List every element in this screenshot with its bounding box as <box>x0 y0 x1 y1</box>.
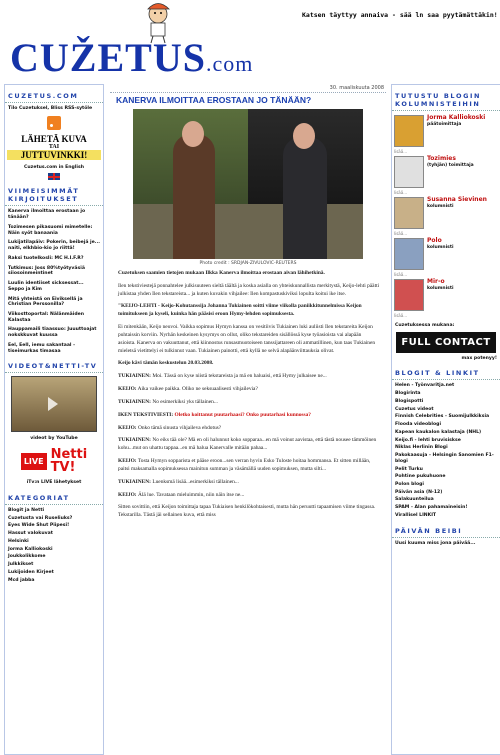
blog-link[interactable]: Pohtine pukuhuone <box>395 474 446 480</box>
right-sidebar <box>391 84 500 755</box>
photo-caption: Photo credit : SRDJAN-ZIVULOVIC-REUTERS <box>199 261 297 266</box>
recent-post-link[interactable]: Lukijatilapäiv: Pokerin, beibejä je... naiti, elkhbio-kio jo riittä! <box>8 240 100 252</box>
dialog-line <box>118 437 380 453</box>
columnist-avatar[interactable] <box>394 156 424 188</box>
blog-link[interactable]: Kapean kaukalon kalastaja (NHL) <box>395 429 482 435</box>
blog-link[interactable]: Pelit Turku <box>395 466 423 472</box>
columnist-more-link[interactable]: lisää... <box>394 272 408 277</box>
post-dialog <box>110 373 386 499</box>
recent-post-link[interactable]: Luulin identiiset sicksessat... Seppo ja Kim <box>8 281 84 292</box>
blog-link[interactable]: Salakuunteilua <box>395 497 434 503</box>
columnist-item[interactable] <box>392 154 500 190</box>
post-dialog-head: Keijo kävi tämän keskustelun 20.03.2008. <box>118 360 214 367</box>
columnist-avatar[interactable] <box>394 279 424 311</box>
category-link[interactable]: Jorma Kalliokoski <box>8 546 53 552</box>
dialog-speaker: TUKIAINEN: <box>118 373 151 380</box>
rss-subscribe-link[interactable]: Tilo Cuzetuksel, Bliss RSS-sytöle <box>8 106 93 111</box>
recent-post-link[interactable]: Hauppamaili tiaassuo: Juuuttoajat nokskkuvat kuussa <box>8 327 97 339</box>
blog-link[interactable]: SPAM - Alan pahamaineisin! <box>395 505 468 511</box>
category-link[interactable]: Blogit ja Netti <box>8 507 45 513</box>
english-version-link[interactable]: Cuzetus.com in English <box>24 164 84 170</box>
post-photo <box>133 109 363 259</box>
columnist-role: kolumnisti <box>427 285 454 291</box>
columnist-role: päätoimittaja <box>427 121 462 127</box>
post-quote: "KEIJO-LEHTI - Keijo-Kohutanssija Johanna Tukiainen soitti viime viikolla paniikkitunnelmissa Keijon toimitukseen ja kyseli, kuinka hän pääsisi eroon Hymy-lehden sopimuksesta. <box>118 303 362 318</box>
day-baby-text[interactable]: Uusi kuuma miss jona päivää... <box>395 540 476 546</box>
dialog-line <box>118 492 380 500</box>
blog-link[interactable]: Helen - Työnvaritja.net <box>395 383 455 389</box>
dialog-text: Tosta Hymyn sopparista et pääse eroon...sen verran hyvin Esko Tuloste hoitaa hommansa. Et sitten millään, paitsi maksamalla sopimuksessa mainitun summan ja väsämällä uuden sopimuksen, mutta silti... <box>118 458 371 472</box>
site-header <box>0 0 500 82</box>
netti-tv-banner[interactable] <box>5 448 103 474</box>
dialog-speaker: TUKIAINEN: <box>118 437 151 444</box>
send-picture-line3: JUTTUVINKKI! <box>7 150 101 160</box>
post-paragraph-4: Sitten sovittiin, että Keijon toimittaja tapaa Tukiaisen henkilökohtaisesti, mutta hän peruutti tapaamisen viime tingassa. Tekstarilla. Tästä jäi sellainen kuva, että miss <box>118 504 376 519</box>
columnist-role: (tyhjän) toimittaja <box>427 162 474 168</box>
categories-list <box>5 507 103 584</box>
dialog-line <box>118 458 380 474</box>
columnist-role: kolumnisti <box>427 203 454 209</box>
dialog-speaker: IKEN TEKSTIVIESTI: <box>118 411 174 418</box>
columnist-name[interactable]: Polo <box>427 237 442 244</box>
columnist-more-link[interactable]: lisää... <box>394 313 408 318</box>
site-logo[interactable] <box>10 34 253 81</box>
dialog-line <box>118 412 380 420</box>
category-link[interactable]: Hassut valokuvat <box>8 531 53 537</box>
send-picture-line1: LÄHETÄ KUVA <box>21 133 87 144</box>
dialog-speaker: TUKIAINEN: <box>118 398 151 405</box>
dialog-text: Moi. Tässä on kyse niistä tekstareista ja mä en haluaisi, että Hymy julkaisee ne... <box>152 373 327 380</box>
sponsor-label: Cuzetuksessa mukana: <box>395 323 455 328</box>
blog-link[interactable]: Blogispotti <box>395 398 424 404</box>
blog-link[interactable]: Flooda videoblogi <box>395 422 442 428</box>
recent-post-link[interactable]: Kanerva ilmoittaa erostaan jo tänään? <box>8 209 86 221</box>
post-title[interactable]: KANERVA ILMOITTAA EROSTAAN JO TÄNÄÄN? <box>116 95 312 105</box>
category-link[interactable]: Joukkolikkome <box>8 554 46 560</box>
send-picture-line2: TAI <box>48 143 60 150</box>
post-body <box>110 270 386 520</box>
blog-link[interactable]: Finnish Celebrities - Suomijulkkiksia <box>395 414 490 420</box>
logo-suffix: .com <box>205 51 254 76</box>
dialog-speaker: KEIJO: <box>118 458 137 465</box>
dialog-text: Onko tämä sinusta vihjaileva ehdotus? <box>137 424 222 431</box>
category-link[interactable]: Cuzetusta vai Ruseliuks? <box>8 515 73 521</box>
section-title-day: PÄIVÄN BEIBI <box>392 524 500 538</box>
columnist-more-link[interactable]: lisää... <box>394 231 408 236</box>
section-title-categories: KATEGORIAT <box>5 491 103 505</box>
dialog-line <box>118 373 380 381</box>
category-link[interactable]: Eyes Wide Shut Piipesi! <box>8 523 70 529</box>
columnist-item[interactable] <box>392 113 500 149</box>
section-title-blogs: BLOGIT & LINKIT <box>392 366 500 380</box>
columnist-item[interactable] <box>392 195 500 231</box>
recent-post-link[interactable]: Raksi tuotelkosli: MC H.I.F.R? <box>8 255 84 261</box>
send-picture-banner[interactable] <box>7 134 101 160</box>
columnist-role: kolumnisti <box>427 244 454 250</box>
dialog-speaker: KEIJO: <box>118 424 137 431</box>
person-left-figure <box>173 134 215 259</box>
video-thumbnail[interactable] <box>11 376 97 432</box>
blog-link[interactable]: Blogirinta <box>395 391 421 397</box>
columnist-avatar[interactable] <box>394 115 424 147</box>
columnist-item[interactable] <box>392 277 500 313</box>
recent-post-link[interactable]: Eel, Eell, iemu sakantaal - tiseimurkas timasaa <box>8 342 76 354</box>
dialog-line <box>118 399 380 407</box>
dialog-speaker: KEIJO: <box>118 491 137 498</box>
dialog-text: Älä lue. Tavataan mieluimmin, niin näin itse ne... <box>137 491 245 498</box>
logo-main: CUŽETUS <box>10 35 206 80</box>
dialog-speaker: TUKIAINEN: <box>118 478 151 485</box>
full-contact-title: FULL CONTACT <box>401 336 491 348</box>
uk-flag-icon[interactable] <box>48 173 60 180</box>
category-link[interactable]: Lukijoiden Kirjeet <box>8 569 54 575</box>
columnist-name[interactable]: Susanna Sievinen <box>427 196 487 203</box>
live-badge: LIVE <box>21 453 47 470</box>
columnists-list <box>392 113 500 318</box>
columnist-more-link[interactable]: lisää... <box>394 190 408 195</box>
live-caption: iTv:n LIVE lähetykset <box>26 480 82 486</box>
recent-post-link[interactable]: Viikosttoportal: Nälänmäiden Kalastaa <box>8 312 85 323</box>
dialog-text: Oletko koittanut puutarhaasi? Onko puutarhasi kunnossa? <box>174 411 312 418</box>
section-title-columnists: TUTUSTU BLOGIN KOLUMNISTEIHIN <box>392 89 500 111</box>
rss-icon[interactable] <box>47 116 61 130</box>
columnist-item[interactable] <box>392 236 500 272</box>
site-tagline: Katsen täyttyy annaiva - sää ln saa pyytämättäkin! <box>302 11 498 19</box>
video-caption: videot by YouTube <box>30 436 78 442</box>
category-link[interactable]: Mcd jabba <box>8 577 35 583</box>
person-right-figure <box>283 137 327 259</box>
post-date: 30. maaliskuuta 2008 <box>110 84 386 93</box>
full-contact-banner[interactable] <box>396 332 496 353</box>
dialog-text: Luenksmä lisää...esimerkiksi tällainen... <box>152 478 239 485</box>
left-sidebar <box>4 84 104 755</box>
dialog-line <box>118 479 380 487</box>
blog-link[interactable]: Niklas Herlinin Blogi <box>395 445 448 451</box>
blog-link[interactable]: Cuzetus videot <box>395 406 434 412</box>
blog-link[interactable]: Keijo.fi - lehti bruvisiskse <box>395 437 461 443</box>
dialog-text: No esimerkiksi yks tällainen... <box>152 398 218 405</box>
recent-post-link[interactable]: Tutkimus: Joss 80%työtyväsiä siiosoinmeintinet <box>8 265 85 277</box>
netti-tv-line2: TV! <box>50 460 76 476</box>
recent-post-link[interactable]: Tozimesen pikasuomi mimetelle: Näin syöt banaania <box>8 224 93 236</box>
main-content <box>110 84 386 753</box>
blog-link[interactable]: Polon blogi <box>395 482 425 488</box>
blog-link[interactable]: Virallisel LINKIT <box>395 512 437 518</box>
columnist-name[interactable]: Mir-o <box>427 278 445 285</box>
columnist-name[interactable]: Jorma Kalliokoski <box>427 114 486 121</box>
blog-link[interactable]: Pakokaasuja - Helsingin Sanomien F1-blogi <box>395 453 494 464</box>
columnist-more-link[interactable]: lisää... <box>394 149 408 154</box>
play-icon[interactable] <box>48 397 58 411</box>
section-title-recent: VIIMEISIMMÄT KIRJOITUKSET <box>5 184 103 206</box>
columnist-name[interactable]: Tozimies <box>427 155 456 162</box>
blog-link[interactable]: Päivän asia (N-12) <box>395 489 443 495</box>
post-lead: Cuzetuksen saamien tietojen mukaan Ilkka Kanerva ilmoittaa erostaan aivan lähihetkinä. <box>118 270 325 276</box>
section-title-cuzetus: CUZETUS.COM <box>5 89 103 103</box>
post-paragraph-1: Ilen tekstiviestejä ponnahtelee julkisuuteen sieltä täältä ja koska asialla on yhteiskunnallista merkitystä, Keijo-lehti päätti julkistaa yhden Ilen tekstareista... ja kuten kuvakin vihjailee: Ilen kompastuskiviksi lopulta koitui ike itse. <box>118 282 380 297</box>
blogs-list <box>392 382 500 519</box>
recent-post-link[interactable]: Mitä yhteistä on Eiviksellä ja Christian Perssonilla? <box>8 296 83 308</box>
dialog-line <box>118 425 380 433</box>
columnist-avatar[interactable] <box>394 197 424 229</box>
columnist-avatar[interactable] <box>394 238 424 270</box>
full-contact-sub: max potenyy! <box>461 355 497 361</box>
recent-posts-list <box>5 208 103 355</box>
section-title-video: VIDEOT&NETTI-TV <box>5 359 103 373</box>
category-link[interactable]: Helsinki <box>8 538 29 544</box>
dialog-text: Aika vaikee paikka. Oliko ne seksuaalisesti vihjailevia? <box>137 386 258 393</box>
netti-tv-line1: Netti <box>50 447 88 463</box>
dialog-line <box>118 386 380 394</box>
dialog-text: No eiks tää ole? Mä en oli halunnut koko sopparaa...en mä voinut aavistaa, että tästä nousee tämmöinen kohu...mut on uhattu tappaa...en mä halua Kanervalle mitään pahaa... <box>118 437 377 452</box>
category-link[interactable]: Julkkikset <box>8 562 34 568</box>
post-paragraph-2: Ei mitenkään, Keijo neuvoi. Vaikka sopimus Hymyn kanssa on vesitiivis Tukiainen luki auliisti Ilen tekstareita Keijon puhtaissin korviin. Nyrhän keskeinen kysymys on ollut, oliko tekstareiden sisällössä kyse työasioista vai alapään asioista. Kanerva on vakuuttanut, että kiinnostus runsasmuotoiseen tanssijattareen oli ammatillinen, kun taas Tukiainen mieletsä vietittelyi ei tulkinnut vaan. Tukiainen painotti, että kyllä ne selvä alapäänviittauksia olivat. <box>118 324 376 354</box>
dialog-speaker: KEIJO: <box>118 386 137 393</box>
